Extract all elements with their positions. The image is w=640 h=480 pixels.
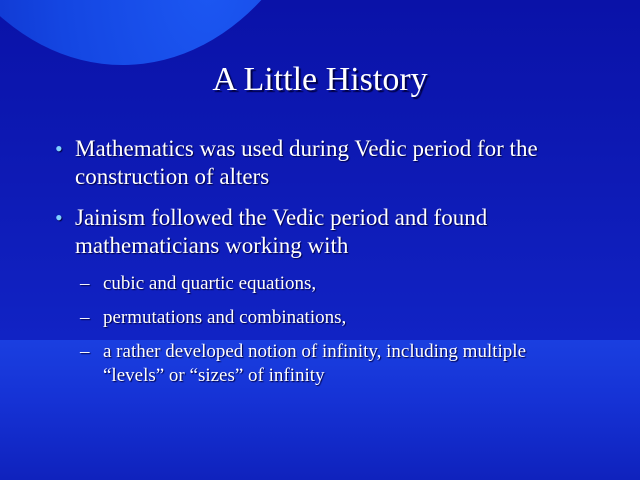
sub-bullet-item	[80, 340, 540, 388]
decorative-arc	[0, 0, 335, 65]
sub-bullet-text: permutations and combinations,	[103, 307, 347, 328]
dash-icon: –	[80, 341, 90, 362]
bullet-text: Mathematics was used during Vedic period for the construction of alters	[75, 136, 538, 189]
dash-icon: –	[80, 307, 90, 328]
slide-title: A Little History	[212, 61, 428, 98]
sub-bullet-item	[80, 272, 540, 296]
bullet-dot-icon: •	[55, 205, 63, 230]
bullet-text: Jainism followed the Vedic period and found mathematicians working with	[75, 205, 488, 258]
bullet-dot-icon: •	[55, 136, 63, 161]
dash-icon: –	[80, 273, 90, 294]
bullet-item	[55, 135, 595, 191]
bullet-item	[55, 204, 595, 260]
sub-bullet-text: a rather developed notion of infinity, including multiple “levels” or “sizes” of infinity	[103, 341, 527, 386]
sub-bullet-item	[80, 306, 540, 330]
sub-bullet-text: cubic and quartic equations,	[103, 273, 317, 294]
